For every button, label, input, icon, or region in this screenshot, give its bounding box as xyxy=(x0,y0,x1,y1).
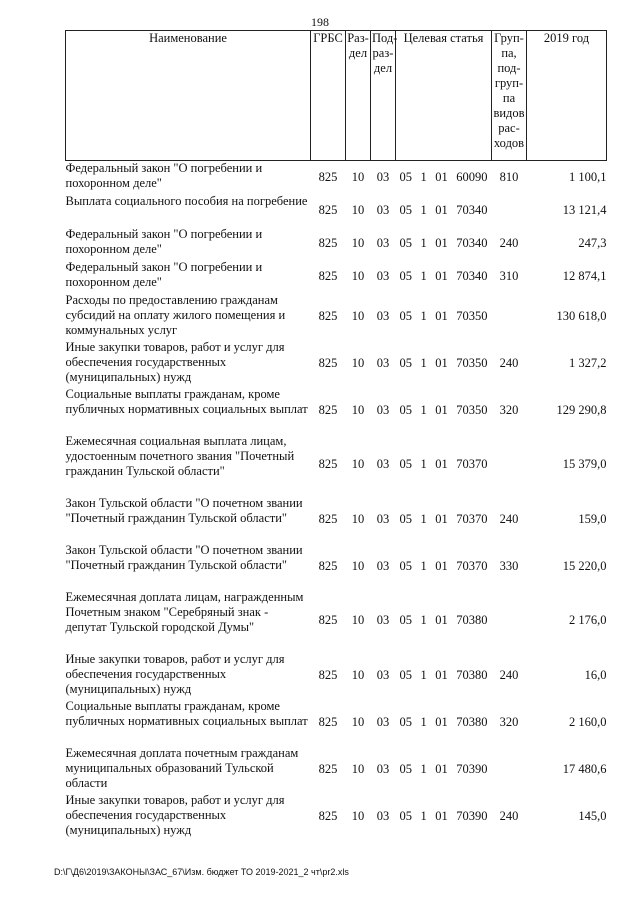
row-name: Закон Тульской области "О почетном звании "Почетный гражданин Тульской области" xyxy=(65,495,303,525)
celevaya-part: 1 xyxy=(420,235,427,250)
row-vid-rashodov: 320 xyxy=(499,714,519,729)
row-amount: 15 220,0 xyxy=(562,558,607,573)
celevaya-part: 1 xyxy=(420,308,427,323)
celevaya-part: 1 xyxy=(420,169,427,184)
celevaya-part: 70350 xyxy=(456,402,488,417)
table-row xyxy=(66,293,607,340)
table-row xyxy=(66,793,607,840)
page-number: 198 xyxy=(311,15,329,29)
celevaya-part: 1 xyxy=(420,761,427,776)
row-vid-rashodov xyxy=(492,194,527,227)
row-podrazdel: 03 xyxy=(376,808,390,823)
row-celevaya xyxy=(396,161,492,194)
row-name: Закон Тульской области "О почетном звании "Почетный гражданин Тульской области" xyxy=(65,542,303,572)
row-name: Ежемесячная доплата лицам, награжденным Почетным знаком "Серебряный знак - депутат Тульской городской Думы" xyxy=(65,589,304,634)
table-row xyxy=(66,496,607,543)
row-name: Иные закупки товаров, работ и услуг для обеспечения государственных (муниципальных) нужд xyxy=(65,792,285,837)
celevaya-part: 70380 xyxy=(456,667,488,682)
row-amount: 12 874,1 xyxy=(562,268,607,283)
celevaya-part: 01 xyxy=(435,202,448,217)
row-vid-rashodov xyxy=(492,590,527,652)
row-razdel: 10 xyxy=(351,457,365,471)
celevaya-part: 01 xyxy=(435,268,448,283)
table-row xyxy=(66,434,607,496)
row-grbs: 825 xyxy=(318,402,338,417)
row-razdel: 10 xyxy=(351,169,365,184)
row-razdel: 10 xyxy=(351,402,365,417)
table-row xyxy=(66,194,607,227)
celevaya-part: 70390 xyxy=(456,761,488,776)
header-name: Наименование xyxy=(66,31,311,161)
row-podrazdel: 03 xyxy=(376,202,390,217)
row-name: Федеральный закон "О погребении и похоронном деле" xyxy=(65,161,263,190)
row-name: Ежемесячная социальная выплата лицам, удостоенным почетного звания "Почетный гражданин Тульской области" xyxy=(65,433,295,478)
table-row xyxy=(66,340,607,387)
table-row xyxy=(66,652,607,699)
row-vid-rashodov: 240 xyxy=(499,511,519,526)
celevaya-part: 70350 xyxy=(456,355,488,370)
row-podrazdel: 03 xyxy=(376,169,390,184)
celevaya-part: 05 xyxy=(399,355,412,370)
row-vid-rashodov: 240 xyxy=(499,808,519,823)
row-celevaya xyxy=(396,293,492,340)
row-podrazdel: 03 xyxy=(376,511,390,526)
row-grbs: 825 xyxy=(318,457,338,471)
celevaya-part: 05 xyxy=(399,169,412,184)
celevaya-part: 1 xyxy=(420,457,427,471)
row-celevaya xyxy=(396,652,492,699)
row-name: Иные закупки товаров, работ и услуг для обеспечения государственных (муниципальных) нужд xyxy=(65,651,285,696)
row-name: Федеральный закон "О погребении и похоронном деле" xyxy=(65,259,263,289)
row-amount: 13 121,4 xyxy=(562,202,607,217)
table-row xyxy=(66,699,607,746)
row-grbs: 825 xyxy=(318,613,338,627)
row-celevaya xyxy=(396,699,492,746)
row-celevaya xyxy=(396,543,492,590)
table-row xyxy=(66,746,607,793)
row-razdel: 10 xyxy=(351,613,365,627)
celevaya-part: 01 xyxy=(435,613,448,627)
table-row xyxy=(66,161,607,194)
row-razdel: 10 xyxy=(351,808,365,823)
celevaya-part: 1 xyxy=(420,808,427,823)
row-name: Федеральный закон "О погребении и похоронном деле" xyxy=(65,226,263,256)
row-razdel: 10 xyxy=(351,235,365,250)
row-amount: 15 379,0 xyxy=(562,457,607,471)
row-razdel: 10 xyxy=(351,714,365,729)
celevaya-part: 01 xyxy=(435,355,448,370)
header-grbs: ГРБС xyxy=(311,31,346,161)
row-razdel: 10 xyxy=(351,355,365,370)
row-grbs: 825 xyxy=(318,667,338,682)
row-name: Иные закупки товаров, работ и услуг для обеспечения государственных (муниципальных) нужд xyxy=(65,339,285,384)
row-grbs: 825 xyxy=(318,714,338,729)
row-grbs: 825 xyxy=(318,761,338,776)
celevaya-part: 05 xyxy=(399,761,412,776)
row-vid-rashodov: 330 xyxy=(499,558,519,573)
row-podrazdel: 03 xyxy=(376,714,390,729)
row-vid-rashodov: 240 xyxy=(499,235,519,250)
celevaya-part: 1 xyxy=(420,511,427,526)
row-razdel: 10 xyxy=(351,202,365,217)
celevaya-part: 01 xyxy=(435,808,448,823)
celevaya-part: 70380 xyxy=(456,714,488,729)
celevaya-part: 05 xyxy=(399,511,412,526)
row-amount: 2 176,0 xyxy=(569,613,607,627)
celevaya-part: 01 xyxy=(435,402,448,417)
row-podrazdel: 03 xyxy=(376,355,390,370)
row-vid-rashodov: 810 xyxy=(499,169,519,184)
celevaya-part: 01 xyxy=(435,457,448,471)
celevaya-part: 05 xyxy=(399,308,412,323)
row-amount: 16,0 xyxy=(584,667,607,682)
row-celevaya xyxy=(396,434,492,496)
header-year: 2019 год xyxy=(527,31,607,161)
row-amount: 1 327,2 xyxy=(569,355,607,370)
row-amount: 159,0 xyxy=(578,511,607,526)
celevaya-part: 05 xyxy=(399,402,412,417)
row-podrazdel: 03 xyxy=(376,308,390,323)
row-vid-rashodov xyxy=(492,746,527,793)
celevaya-part: 70370 xyxy=(456,558,488,573)
celevaya-part: 1 xyxy=(420,402,427,417)
table-row xyxy=(66,227,607,260)
row-name: Социальные выплаты гражданам, кроме публичных нормативных социальных выплат xyxy=(65,698,308,728)
row-grbs: 825 xyxy=(318,235,338,250)
celevaya-part: 01 xyxy=(435,169,448,184)
row-podrazdel: 03 xyxy=(376,761,390,776)
row-amount: 2 160,0 xyxy=(569,714,607,729)
row-amount: 1 100,1 xyxy=(569,169,607,184)
row-name: Выплата социального пособия на погребение xyxy=(65,193,308,208)
row-grbs: 825 xyxy=(318,202,338,217)
row-grbs: 825 xyxy=(318,558,338,573)
row-celevaya xyxy=(396,590,492,652)
celevaya-part: 05 xyxy=(399,268,412,283)
celevaya-part: 1 xyxy=(420,268,427,283)
row-podrazdel: 03 xyxy=(376,402,390,417)
row-grbs: 825 xyxy=(318,268,338,283)
row-razdel: 10 xyxy=(351,667,365,682)
row-vid-rashodov: 240 xyxy=(499,667,519,682)
celevaya-part: 05 xyxy=(399,558,412,573)
celevaya-part: 60090 xyxy=(456,169,488,184)
row-vid-rashodov: 320 xyxy=(499,402,519,417)
header-celevaya: Целевая статья xyxy=(396,31,492,161)
celevaya-part: 01 xyxy=(435,308,448,323)
celevaya-part: 01 xyxy=(435,235,448,250)
table-row xyxy=(66,260,607,293)
row-celevaya xyxy=(396,746,492,793)
row-vid-rashodov xyxy=(492,434,527,496)
celevaya-part: 01 xyxy=(435,714,448,729)
row-celevaya xyxy=(396,340,492,387)
row-podrazdel: 03 xyxy=(376,613,390,627)
row-vid-rashodov: 310 xyxy=(499,268,519,283)
celevaya-part: 70340 xyxy=(456,268,488,283)
row-razdel: 10 xyxy=(351,268,365,283)
row-celevaya xyxy=(396,387,492,434)
row-grbs: 825 xyxy=(318,511,338,526)
celevaya-part: 1 xyxy=(420,667,427,682)
table-header-row xyxy=(66,31,607,161)
table-row xyxy=(66,590,607,652)
celevaya-part: 01 xyxy=(435,511,448,526)
header-gruppa: Груп-па, под-груп-па видов рас-ходов xyxy=(492,31,527,161)
row-grbs: 825 xyxy=(318,169,338,184)
row-grbs: 825 xyxy=(318,308,338,323)
header-podrazdel: Под-раз-дел xyxy=(371,31,396,161)
row-razdel: 10 xyxy=(351,761,365,776)
celevaya-part: 01 xyxy=(435,558,448,573)
row-celevaya xyxy=(396,227,492,260)
celevaya-part: 1 xyxy=(420,355,427,370)
row-vid-rashodov: 240 xyxy=(499,355,519,370)
celevaya-part: 70380 xyxy=(456,613,488,627)
celevaya-part: 01 xyxy=(435,667,448,682)
row-amount: 17 480,6 xyxy=(562,761,607,776)
celevaya-part: 1 xyxy=(420,613,427,627)
row-celevaya xyxy=(396,194,492,227)
celevaya-part: 70350 xyxy=(456,308,488,323)
row-vid-rashodov xyxy=(492,293,527,340)
celevaya-part: 70340 xyxy=(456,202,488,217)
row-razdel: 10 xyxy=(351,511,365,526)
row-podrazdel: 03 xyxy=(376,667,390,682)
celevaya-part: 05 xyxy=(399,667,412,682)
row-name: Социальные выплаты гражданам, кроме публичных нормативных социальных выплат xyxy=(65,386,308,416)
row-podrazdel: 03 xyxy=(376,457,390,471)
row-razdel: 10 xyxy=(351,308,365,323)
celevaya-part: 70370 xyxy=(456,457,488,471)
row-podrazdel: 03 xyxy=(376,268,390,283)
table-row xyxy=(66,543,607,590)
celevaya-part: 05 xyxy=(399,714,412,729)
celevaya-part: 1 xyxy=(420,202,427,217)
celevaya-part: 05 xyxy=(399,613,412,627)
row-name: Ежемесячная доплата почетным гражданам муниципальных образований Тульской области xyxy=(65,745,299,790)
budget-table xyxy=(65,30,607,840)
row-grbs: 825 xyxy=(318,808,338,823)
celevaya-part: 70370 xyxy=(456,511,488,526)
celevaya-part: 70390 xyxy=(456,808,488,823)
header-razdel: Раз-дел xyxy=(346,31,371,161)
footer-file-path: D:\Г\Д6\2019\ЗАКОНЫ\ЗАС_67\Изм. бюджет ТО 2019-2021_2 чт\pr2.xls xyxy=(54,867,349,877)
celevaya-part: 05 xyxy=(399,457,412,471)
celevaya-part: 05 xyxy=(399,808,412,823)
table-row xyxy=(66,387,607,434)
row-grbs: 825 xyxy=(318,355,338,370)
celevaya-part: 70340 xyxy=(456,235,488,250)
row-name: Расходы по предоставлению гражданам субсидий на оплату жилого помещения и коммунальных услуг xyxy=(65,292,286,337)
row-amount: 145,0 xyxy=(578,808,607,823)
celevaya-part: 1 xyxy=(420,714,427,729)
celevaya-part: 01 xyxy=(435,761,448,776)
row-amount: 129 290,8 xyxy=(556,402,607,417)
row-amount: 247,3 xyxy=(578,235,607,250)
row-amount: 130 618,0 xyxy=(556,308,607,323)
row-celevaya xyxy=(396,793,492,840)
celevaya-part: 05 xyxy=(399,235,412,250)
row-celevaya xyxy=(396,260,492,293)
celevaya-part: 05 xyxy=(399,202,412,217)
row-razdel: 10 xyxy=(351,558,365,573)
row-podrazdel: 03 xyxy=(376,558,390,573)
row-celevaya xyxy=(396,496,492,543)
celevaya-part: 1 xyxy=(420,558,427,573)
row-podrazdel: 03 xyxy=(376,235,390,250)
